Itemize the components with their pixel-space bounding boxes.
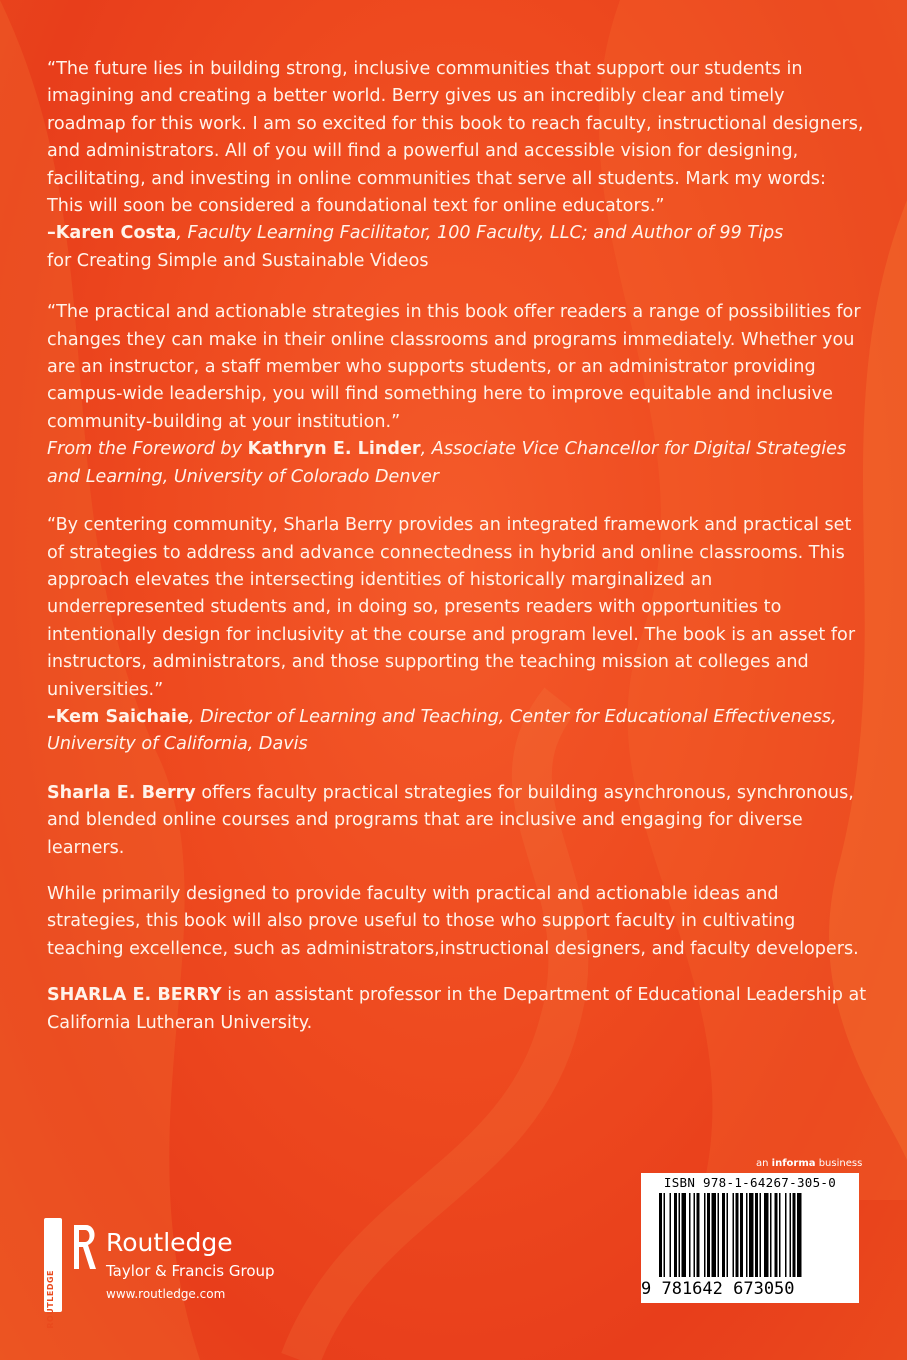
endorsement-quote: “By centering community, Sharla Berry provides an integrated framework and practical set of strategies to address and advance connectedness in hybrid and online classrooms. This approach elevates the intersecting identities of historically marginalized an underrepresented students and, in doing so, presents readers with opportunities to intentionally design for inclusivity at the course and program level. The book is an asset for instructors, administrators, and those supporting the teaching mission at colleges and universities.” [47, 515, 856, 700]
endorsement-quote: “The future lies in building strong, inclusive communities that support our students in imagining and creating a better world. Berry gives us an incredibly clear and timely roadmap for this work. I am so excited for this book to reach faculty, instructional designers, and administrators. All of you will find a powerful and accessible vision for designing, facilitating, and investing in online communities that serve all students. Mark my words: This will soon be considered a foundational text for online educators.” [47, 59, 864, 217]
attribution-prefix: – [47, 706, 56, 727]
informa-suffix: business [815, 1158, 863, 1169]
informa-tagline [756, 1158, 862, 1169]
informa-prefix: an [756, 1158, 772, 1169]
publisher-side-text: ROUTLEDGE [46, 1270, 55, 1329]
endorsement-attribution [47, 436, 867, 491]
attribution-prefix: – [47, 223, 56, 244]
endorser-title-tail: for Creating Simple and Sustainable Videos [47, 250, 429, 271]
author-bio [47, 982, 867, 1037]
endorsement-attribution [47, 704, 867, 759]
endorsement-3 [47, 512, 867, 759]
isbn-barcode [641, 1173, 859, 1303]
barcode-digits-text: 9 781642 673050 [641, 1279, 795, 1299]
endorsement-1 [47, 56, 867, 275]
book-description [47, 780, 867, 862]
endorsement-quote: “The practical and actionable strategies in this book offer readers a range of possibilities for changes they can make in their online classrooms and programs immediately. Whether you are an instructor, a staff member who supports students, or an administrator providing campus-wide leadership, you will find something here to improve equitable and inclusive community-building at your institution.” [47, 302, 861, 432]
audience-paragraph: While primarily designed to provide faculty with practical and actionable ideas and strategies, this book will also prove useful to those who support faculty in cultivating teaching excellence, such as administrators,instructional designers, and faculty developers. [47, 883, 859, 959]
informa-brand: informa [771, 1158, 816, 1169]
bio-text: is an assistant professor in the Department of Educational Leadership at California Lutheran University. [47, 985, 867, 1033]
endorser-name: Kathryn E. Linder [247, 439, 421, 460]
author-name: Sharla E. Berry [47, 782, 196, 803]
bio-name: SHARLA E. BERRY [47, 985, 222, 1006]
publisher-name: Routledge [106, 1228, 233, 1257]
endorsement-2 [47, 299, 867, 491]
publisher-side-bar [44, 1218, 62, 1329]
isbn-label: ISBN 978-1-64267-305-0 [663, 1175, 837, 1190]
description-text: offers faculty practical strategies for building asynchronous, synchronous, and blended online courses and programs that are inclusive and engaging for diverse learners. [47, 782, 854, 858]
publisher-url: www.routledge.com [106, 1287, 226, 1301]
publisher-group: Taylor & Francis Group [106, 1262, 275, 1280]
publisher-logo [44, 1218, 344, 1329]
endorsement-attribution [47, 220, 867, 275]
endorser-name: Karen Costa [55, 223, 177, 244]
barcode-digits [641, 1279, 859, 1299]
endorser-name: Kem Saichaie [55, 706, 189, 727]
barcode-bars [659, 1193, 849, 1277]
endorser-title: , Associate Vice Chancellor for Digital Strategies and Learning, University of Colorado Denver [47, 439, 847, 487]
endorser-title: , Director of Learning and Teaching, Center for Educational Effectiveness, University of California, Davis [47, 706, 837, 755]
routledge-r-icon [68, 1221, 100, 1273]
endorser-title: , Faculty Learning Facilitator, 100 Faculty, LLC; and Author of 99 Tips [176, 223, 784, 244]
back-cover-text [47, 56, 867, 1056]
attribution-prefix: From the Foreword by [47, 439, 248, 460]
